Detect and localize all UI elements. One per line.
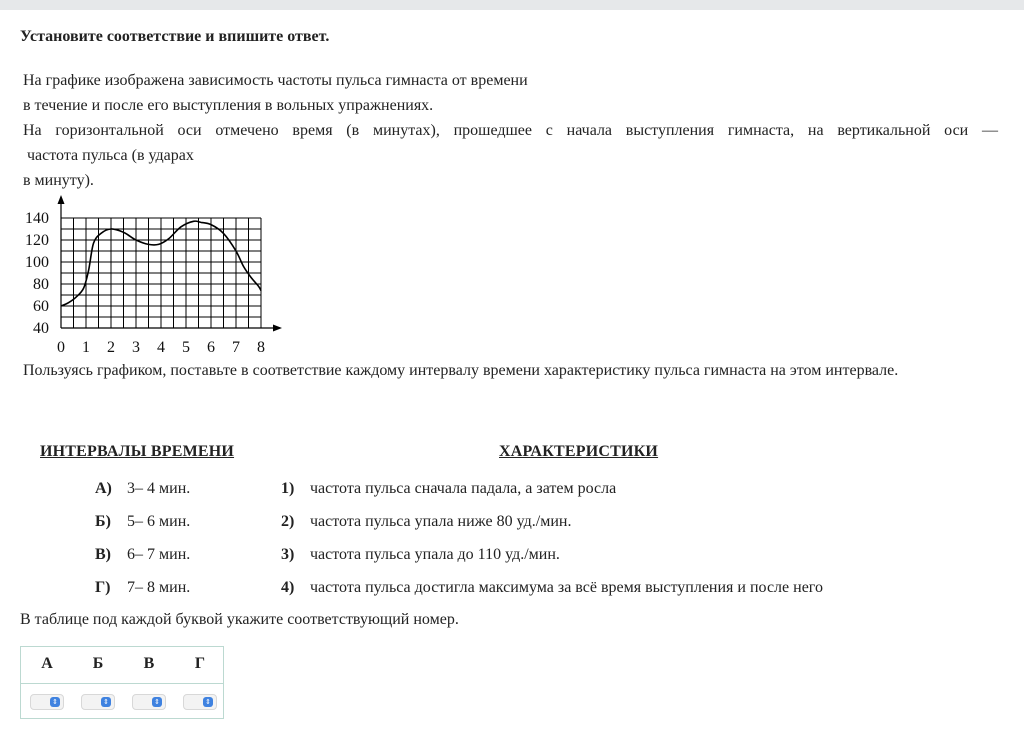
intervals-column-header: ИНТЕРВАЛЫ ВРЕМЕНИ [40,443,235,460]
x-tick-label: 0 [57,339,65,356]
answer-table-divider [21,683,223,684]
characteristic-number: 1) [281,480,295,497]
characteristic-text: частота пульса достигла максимума за всё время выступления и после него [310,579,823,596]
x-tick-label: 2 [107,339,115,356]
intro-line-1: На графике изображена зависимость частоты пульса гимнаста от времени [23,72,528,89]
intro-line-2: в течение и после его выступления в вольных упражнениях. [23,97,434,114]
answer-select-b[interactable] [81,694,115,710]
answer-instruction: В таблице под каждой буквой укажите соответствующий номер. [20,611,459,628]
x-tick-label: 4 [157,339,165,356]
updown-chevron-icon: ⇕ [152,697,162,707]
y-axis-arrow [58,195,65,204]
characteristic-number: 4) [281,579,295,596]
updown-chevron-icon: ⇕ [101,697,111,707]
y-tick-label: 140 [25,210,49,227]
intro-line-3: На горизонтальной оси отмечено время (в минутах), прошедшее с начала выступления гимнаста, на вертикальной оси — [23,122,998,139]
interval-letter: Г) [95,579,111,596]
interval-text: 7– 8 мин. [127,579,191,596]
question-text: Пользуясь графиком, поставьте в соответствие каждому интервалу времени характеристику пульса гимнаста на этом интервале. [23,362,899,379]
interval-text: 5– 6 мин. [127,513,191,530]
intro-text [23,68,998,193]
answer-select-g[interactable] [183,694,217,710]
characteristics-column-header: ХАРАКТЕРИСТИКИ [499,443,659,460]
pulse-chart [22,192,292,360]
answer-header-b: Б [92,655,104,672]
x-tick-label: 3 [132,339,140,356]
y-tick-label: 60 [33,298,49,315]
y-tick-label: 100 [25,254,49,271]
interval-text: 6– 7 мин. [127,546,191,563]
x-tick-label: 1 [82,339,90,356]
interval-text: 3– 4 мин. [127,480,191,497]
characteristic-text: частота пульса сначала падала, а затем росла [310,480,617,497]
y-tick-label: 80 [33,276,49,293]
characteristic-text: частота пульса упала ниже 80 уд./мин. [310,513,572,530]
answer-header-a: А [41,655,53,672]
intro-line-5: в минуту). [23,172,94,189]
x-tick-label: 6 [207,339,215,356]
interval-letter: Б) [95,513,111,530]
answer-header-g: Г [194,655,206,672]
intro-line-4: частота пульса (в ударах [23,147,194,164]
task-heading: Установите соответствие и впишите ответ. [20,28,330,45]
characteristic-number: 3) [281,546,295,563]
y-tick-label: 120 [25,232,49,249]
x-tick-label: 8 [257,339,265,356]
top-bar [0,0,1024,10]
y-tick-label: 40 [33,320,49,337]
x-tick-label: 7 [232,339,240,356]
characteristic-text: частота пульса упала до 110 уд./мин. [310,546,560,563]
answer-table [20,646,224,719]
interval-letter: В) [95,546,111,563]
updown-chevron-icon: ⇕ [50,697,60,707]
answer-select-v[interactable] [132,694,166,710]
x-axis-arrow [273,325,282,332]
updown-chevron-icon: ⇕ [203,697,213,707]
answer-select-a[interactable] [30,694,64,710]
characteristic-number: 2) [281,513,295,530]
x-tick-label: 5 [182,339,190,356]
interval-letter: А) [95,480,112,497]
answer-header-v: В [143,655,155,672]
